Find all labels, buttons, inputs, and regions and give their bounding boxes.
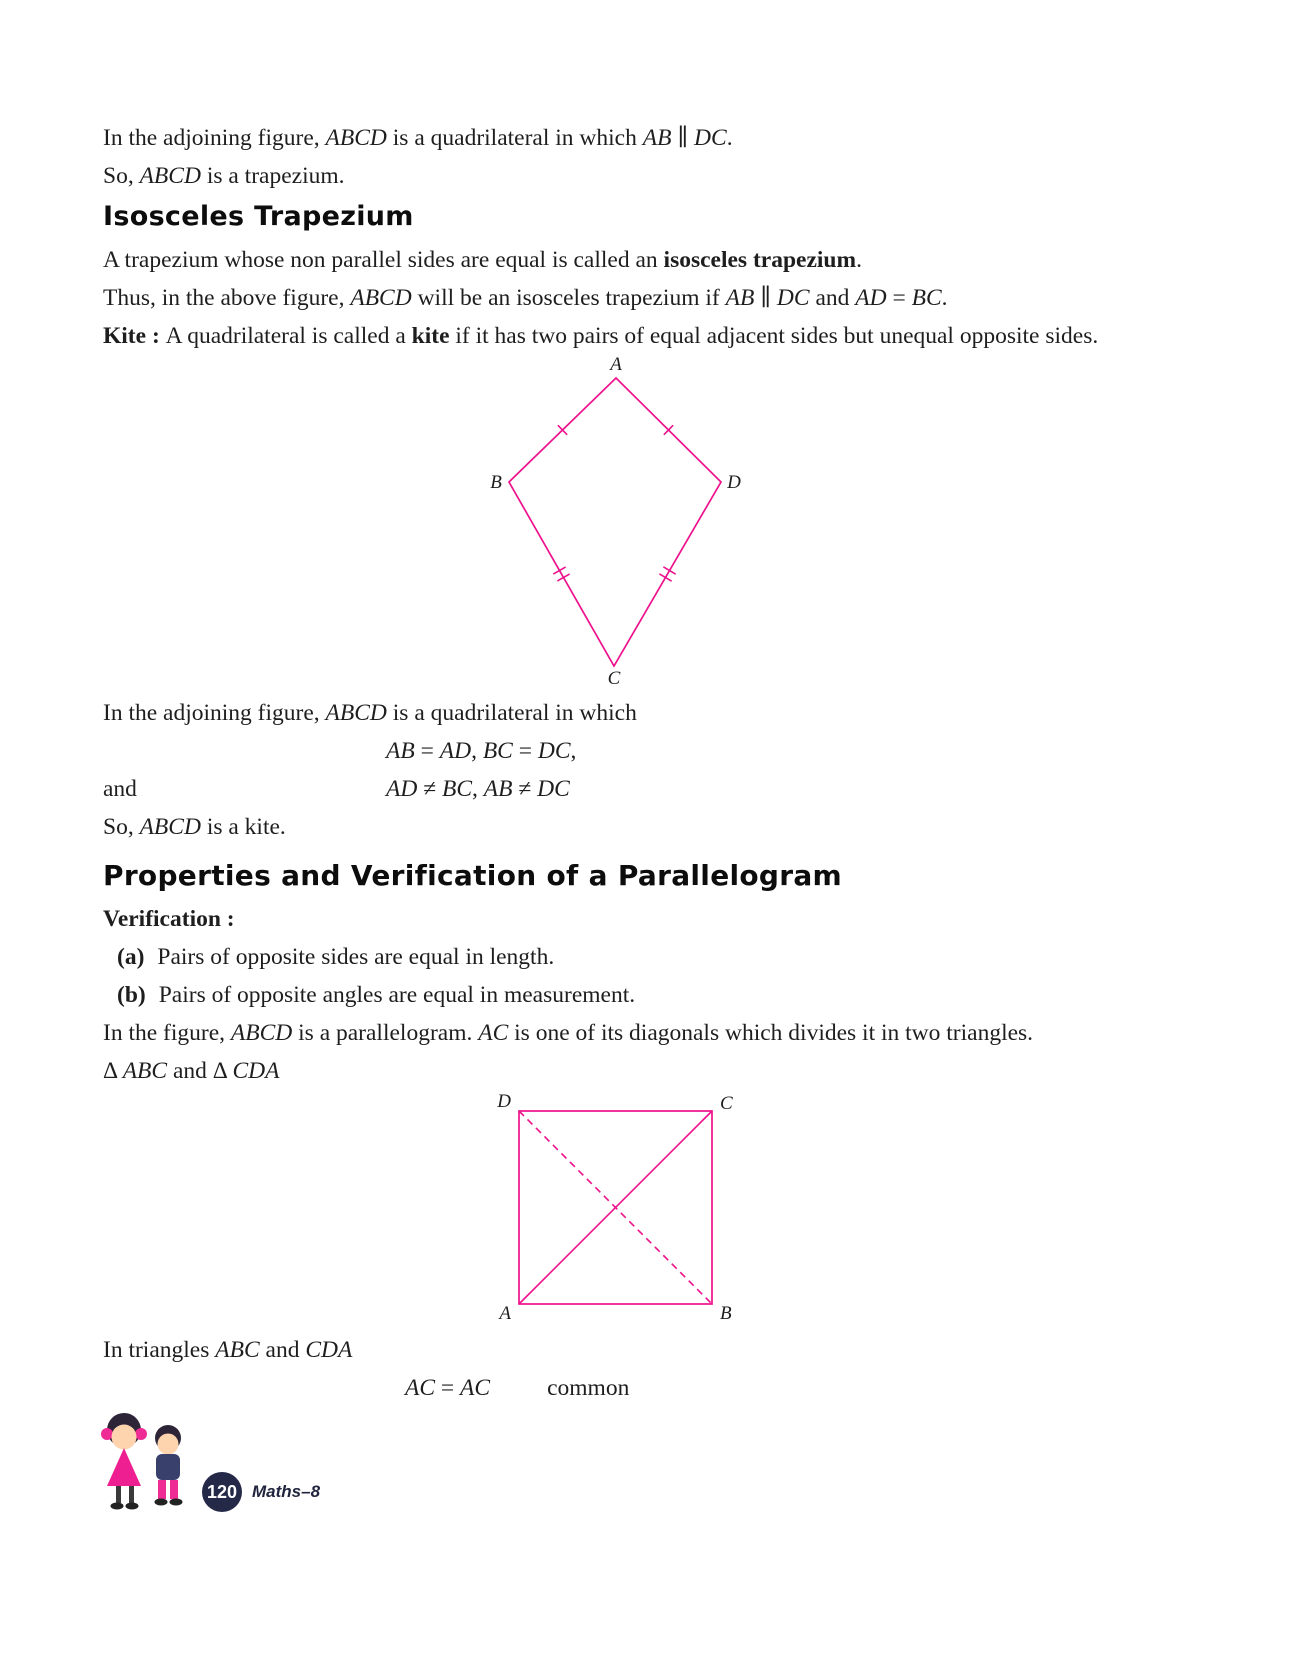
kite-tick-marks: [554, 426, 675, 581]
equation-row-equal-sides: [103, 733, 1190, 769]
paragraph-trapezium-intro: In the adjoining figure, ABCD is a quadrilateral in which AB ∥ DC.: [103, 125, 733, 151]
equation-kite-unequal-sides: AD ≠ BC, AB ≠ DC: [386, 776, 570, 802]
equation-kite-equal-sides: AB = AD, BC = DC,: [386, 738, 577, 764]
paragraph-kite-intro: In the adjoining figure, ABCD is a quadrilateral in which: [103, 700, 637, 726]
paragraph-trapezium-conclusion: So, ABCD is a trapezium.: [103, 163, 345, 189]
verification-label: Verification :: [103, 906, 235, 932]
page-number-badge: [202, 1472, 242, 1512]
heading-isosceles-trapezium: Isosceles Trapezium: [103, 201, 414, 232]
girl-figure: [101, 1413, 147, 1510]
paragraph-isosceles-definition: A trapezium whose non parallel sides are equal is called an isosceles trapezium.: [103, 247, 862, 273]
kite-label-b: B: [490, 472, 502, 493]
parallelogram-figure-svg: [489, 1093, 741, 1325]
heading-properties-parallelogram: Properties and Verification of a Parallelogram: [103, 859, 843, 892]
paragraph-isosceles-condition: Thus, in the above figure, ABCD will be an isosceles trapezium if AB ∥ DC and AD = BC.: [103, 285, 948, 311]
kite-figure-svg: [483, 356, 747, 688]
kite-label-d: D: [727, 472, 741, 493]
equation-row-common-side: [103, 1370, 1190, 1406]
paragraph-kite-definition: Kite : A quadrilateral is called a kite if it has two pairs of equal adjacent sides but unequal opposite sides.: [103, 323, 1099, 349]
parallelogram-figure: [489, 1093, 741, 1330]
kite-outline: [509, 378, 721, 666]
and-label: and: [103, 776, 137, 802]
paragraph-in-triangles: In triangles ABC and CDA: [103, 1337, 353, 1363]
paragraph-parallelogram-intro: In the figure, ABCD is a parallelogram. AC is one of its diagonals which divides it in two triangles.: [103, 1020, 1034, 1046]
kite-figure: [483, 356, 747, 693]
list-item-a: [103, 939, 1190, 975]
paragraph-kite-conclusion: So, ABCD is a kite.: [103, 814, 286, 840]
list-text-b: Pairs of opposite angles are equal in measurement.: [158, 982, 636, 1008]
equation-spacer: [103, 733, 386, 769]
list-marker-b: (b): [117, 982, 146, 1008]
common-label: common: [547, 1375, 630, 1401]
page-number: 120: [206, 1481, 238, 1502]
equation-row-unequal-sides: [103, 771, 1190, 807]
parallelogram-label-d: D: [497, 1093, 511, 1112]
parallelogram-label-b: B: [720, 1303, 732, 1324]
list-marker-a: (a): [117, 944, 145, 970]
kite-label-a: A: [610, 356, 622, 375]
kids-illustration: [90, 1398, 202, 1535]
equation-common-side: AC = AC: [405, 1375, 491, 1401]
paragraph-triangles: Δ ABC and Δ CDA: [103, 1058, 280, 1084]
parallelogram-label-c: C: [720, 1093, 733, 1114]
parallelogram-label-a: A: [499, 1303, 511, 1324]
boy-figure: [155, 1425, 183, 1506]
kids-illustration-svg: [90, 1398, 202, 1530]
kite-label-c: C: [607, 668, 621, 688]
list-item-b: [103, 977, 1190, 1013]
book-title: Maths–8: [252, 1482, 321, 1501]
list-text-a: Pairs of opposite sides are equal in length.: [157, 944, 555, 970]
